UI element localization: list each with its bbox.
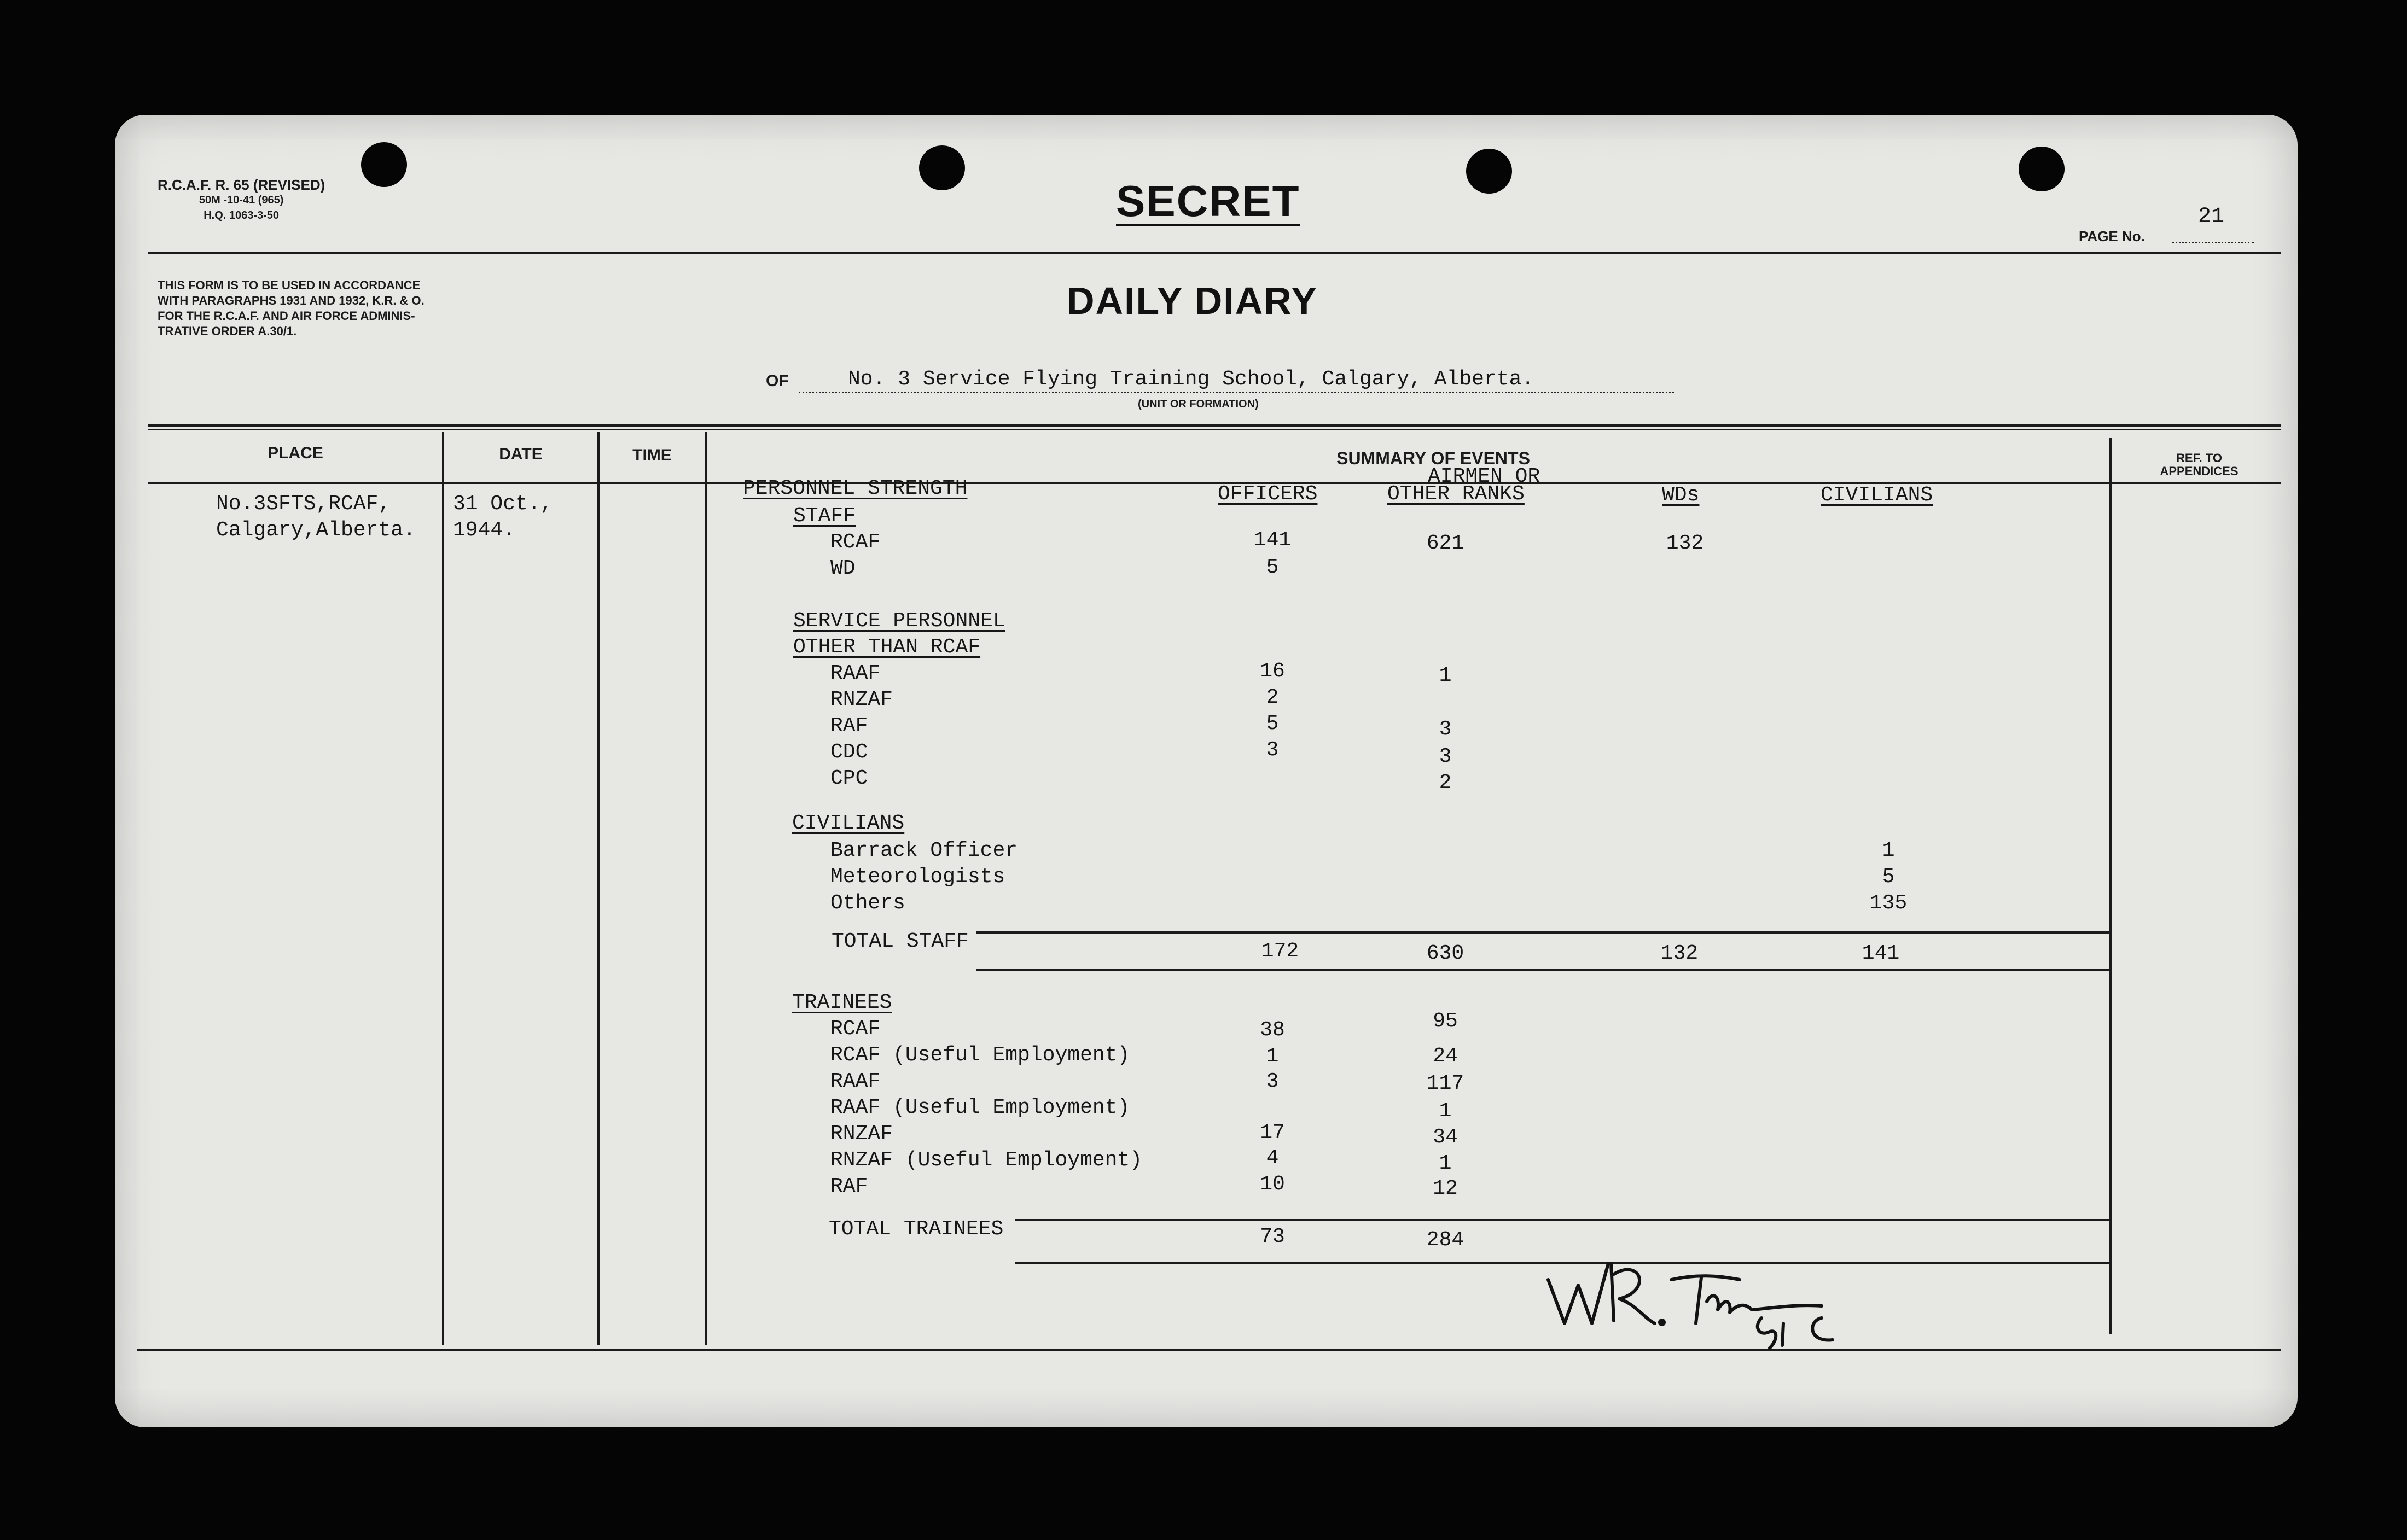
- row-airmen: 117: [1426, 1072, 1464, 1095]
- column-header-date: DATE: [499, 445, 543, 463]
- row-label: RAF: [830, 1175, 868, 1198]
- row-officers: 2: [1266, 686, 1279, 709]
- form-id-line: 50M -10-41 (965): [199, 194, 284, 206]
- row-airmen: 1: [1439, 664, 1452, 687]
- row-label: Others: [830, 891, 905, 915]
- column-divider: [442, 432, 444, 1345]
- table-top-rule-2: [148, 429, 2281, 430]
- row-airmen: 34: [1433, 1125, 1458, 1149]
- column-header-time: TIME: [632, 446, 672, 464]
- of-label: OF: [766, 372, 789, 390]
- total-trainees-rule-top: [1015, 1219, 2112, 1221]
- row-label: RNZAF (Useful Employment): [830, 1148, 1143, 1172]
- entry-date-line: 1944.: [453, 518, 516, 542]
- row-label: Meteorologists: [830, 865, 1005, 889]
- row-label: RAAF: [830, 1070, 881, 1093]
- form-id-line: H.Q. 1063-3-50: [204, 209, 280, 221]
- row-label: RAAF (Useful Employment): [830, 1096, 1130, 1119]
- row-officers: 5: [1266, 556, 1279, 579]
- row-label: RCAF: [830, 1017, 881, 1041]
- row-label: Barrack Officer: [830, 839, 1018, 862]
- airmen-header-bottom: OTHER RANKS: [1387, 482, 1525, 506]
- total-staff-label: TOTAL STAFF: [832, 930, 969, 953]
- row-airmen: 12: [1433, 1177, 1458, 1200]
- page-number: 21: [2198, 205, 2225, 229]
- row-label: CDC: [830, 740, 868, 764]
- personnel-strength-heading: PERSONNEL STRENGTH: [743, 477, 968, 500]
- row-airmen: 1: [1439, 1099, 1452, 1123]
- column-divider: [2109, 438, 2112, 1334]
- unit-rule: [799, 392, 1674, 393]
- row-airmen: 24: [1433, 1045, 1458, 1068]
- page-label: PAGE No.: [2079, 228, 2145, 244]
- entry-place-line: Calgary,Alberta.: [216, 518, 416, 542]
- row-label: RCAF (Useful Employment): [830, 1043, 1130, 1067]
- row-airmen: 3: [1439, 745, 1452, 768]
- row-civilians: 135: [1869, 891, 1908, 915]
- column-header-place: PLACE: [268, 444, 323, 462]
- row-airmen: 2: [1439, 771, 1452, 795]
- total-staff-rule-bottom: [976, 969, 2112, 971]
- instruction-line: THIS FORM IS TO BE USED IN ACCORDANCE: [158, 278, 421, 292]
- total-trainees-label: TOTAL TRAINEES: [829, 1217, 1004, 1241]
- diary-page: [115, 115, 2298, 1427]
- row-airmen: 3: [1439, 718, 1452, 741]
- unit-name: No. 3 Service Flying Training School, Calgary, Alberta.: [848, 368, 1534, 391]
- punch-hole: [919, 145, 965, 190]
- instruction-line: TRATIVE ORDER A.30/1.: [158, 324, 297, 338]
- row-label: RNZAF: [830, 1122, 893, 1146]
- form-id-line: R.C.A.F. R. 65 (REVISED): [158, 177, 325, 193]
- row-wds: 132: [1666, 532, 1704, 555]
- row-officers: 4: [1266, 1146, 1279, 1170]
- table-top-rule: [148, 424, 2281, 427]
- row-civilians: 1: [1882, 839, 1895, 862]
- total-staff-civilians: 141: [1862, 942, 1900, 965]
- row-officers: 10: [1260, 1172, 1285, 1196]
- row-label: RCAF: [830, 530, 881, 554]
- punch-hole: [361, 142, 407, 187]
- total-trainees-officers: 73: [1260, 1225, 1285, 1249]
- entry-place-line: No.3SFTS,RCAF,: [216, 492, 391, 516]
- entry-date-line: 31 Oct.,: [453, 492, 553, 516]
- punch-hole: [2019, 147, 2065, 191]
- page-number-rule: [2172, 242, 2254, 243]
- punch-hole: [1466, 149, 1512, 194]
- row-label: RAAF: [830, 662, 881, 685]
- security-stamp: SECRET: [1116, 177, 1300, 225]
- civilians-label: CIVILIANS: [792, 812, 905, 835]
- ref-line: APPENDICES: [2160, 464, 2239, 478]
- row-airmen: 621: [1426, 532, 1464, 555]
- airmen-header-top: AIRMEN OR: [1428, 465, 1540, 488]
- row-label: CPC: [830, 767, 868, 790]
- header-rule: [148, 252, 2281, 254]
- total-staff-officers: 172: [1261, 940, 1299, 963]
- total-staff-wds: 132: [1660, 942, 1699, 965]
- total-trainees-airmen: 284: [1426, 1228, 1464, 1252]
- row-officers: 1: [1266, 1045, 1279, 1068]
- officers-header: OFFICERS: [1218, 482, 1318, 506]
- row-officers: 5: [1266, 712, 1279, 736]
- signature: [1537, 1241, 1876, 1351]
- row-airmen: 1: [1439, 1152, 1452, 1175]
- form-instructions: [158, 278, 425, 339]
- column-divider: [705, 432, 707, 1345]
- row-officers: 141: [1253, 528, 1292, 552]
- wds-header: WDs: [1662, 483, 1700, 507]
- unit-caption: (UNIT OR FORMATION): [1138, 398, 1259, 410]
- column-header-summary: SUMMARY OF EVENTS: [1336, 448, 1530, 468]
- row-label: WD: [830, 557, 856, 580]
- staff-label: STAFF: [793, 504, 856, 528]
- civilians-header: CIVILIANS: [1821, 483, 1933, 507]
- page-title: DAILY DIARY: [1067, 279, 1318, 322]
- column-header-rule: [148, 482, 2281, 484]
- service-label: OTHER THAN RCAF: [793, 635, 981, 659]
- table-bottom-rule: [137, 1349, 2281, 1351]
- total-staff-rule-top: [976, 931, 2112, 934]
- ref-line: REF. TO: [2176, 451, 2222, 465]
- row-officers: 16: [1260, 660, 1285, 683]
- column-header-ref: [2112, 452, 2287, 478]
- row-officers: 3: [1266, 738, 1279, 762]
- trainees-label: TRAINEES: [792, 991, 892, 1014]
- row-officers: 38: [1260, 1018, 1285, 1042]
- row-civilians: 5: [1882, 865, 1895, 889]
- form-id: [158, 177, 325, 223]
- column-divider: [597, 432, 600, 1345]
- service-label: SERVICE PERSONNEL: [793, 609, 1005, 633]
- row-label: RAF: [830, 714, 868, 738]
- row-officers: 17: [1260, 1121, 1285, 1145]
- instruction-line: WITH PARAGRAPHS 1931 AND 1932, K.R. & O.: [158, 294, 425, 307]
- row-label: RNZAF: [830, 688, 893, 711]
- total-staff-airmen: 630: [1426, 942, 1464, 965]
- row-officers: 3: [1266, 1070, 1279, 1093]
- instruction-line: FOR THE R.C.A.F. AND AIR FORCE ADMINIS-: [158, 309, 415, 323]
- row-airmen: 95: [1433, 1010, 1458, 1033]
